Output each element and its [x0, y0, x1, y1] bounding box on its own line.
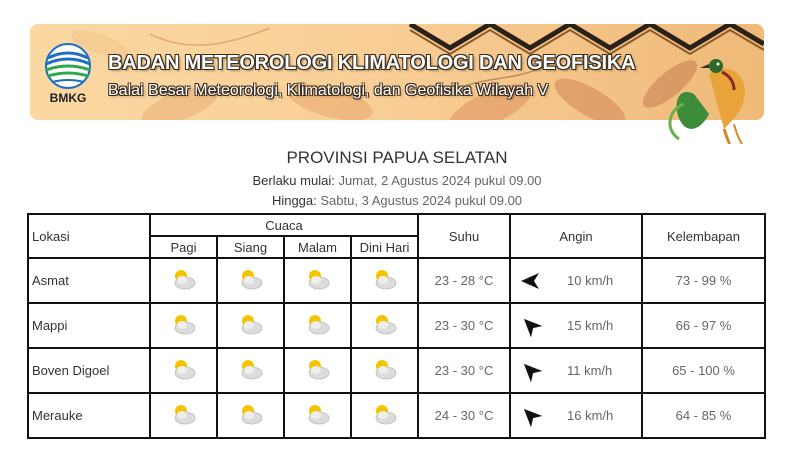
valid-until-value: Sabtu, 3 Agustus 2024 pukul 09.00 [320, 193, 523, 208]
valid-from-value: Jumat, 2 Agustus 2024 pukul 09.00 [338, 173, 542, 188]
wind-speed: 16 km/h [567, 408, 614, 423]
cloudy-sun-icon [238, 266, 264, 292]
weather-cell [150, 393, 217, 438]
weather-cell [351, 393, 418, 438]
wind-direction-icon [514, 399, 548, 433]
logo-text: BMKG [49, 91, 87, 104]
cloudy-sun-icon [171, 311, 197, 337]
wind-cell [510, 303, 642, 348]
humidity-cell: 65 - 100 % [642, 348, 765, 393]
header-period-malam: Malam [284, 236, 351, 258]
cloudy-sun-icon [305, 356, 331, 382]
wind-direction-icon [519, 269, 543, 293]
header-wind: Angin [510, 214, 642, 258]
cloudy-sun-icon [171, 356, 197, 382]
bird-of-paradise-icon [664, 34, 768, 144]
weather-cell [284, 393, 351, 438]
header-humidity: Kelembapan [642, 214, 765, 258]
table-row [28, 258, 765, 303]
weather-cell [284, 348, 351, 393]
cloudy-sun-icon [305, 311, 331, 337]
temperature-cell: 24 - 30 °C [418, 393, 510, 438]
wind-direction-icon [514, 309, 548, 343]
header-weather: Cuaca [150, 214, 418, 236]
wind-speed: 11 km/h [567, 363, 613, 378]
weather-cell [150, 348, 217, 393]
weather-cell [217, 303, 284, 348]
humidity-cell: 73 - 99 % [642, 258, 765, 303]
valid-until [0, 193, 794, 208]
cloudy-sun-icon [372, 266, 398, 292]
temperature-cell: 23 - 30 °C [418, 348, 510, 393]
weather-cell [217, 348, 284, 393]
cloudy-sun-icon [171, 401, 197, 427]
weather-cell [217, 258, 284, 303]
humidity-cell: 64 - 85 % [642, 393, 765, 438]
temperature-cell: 23 - 30 °C [418, 303, 510, 348]
valid-from [0, 173, 794, 188]
location-cell: Boven Digoel [28, 348, 150, 393]
cloudy-sun-icon [238, 356, 264, 382]
cloudy-sun-icon [305, 401, 331, 427]
header-temperature: Suhu [418, 214, 510, 258]
cloudy-sun-icon [372, 311, 398, 337]
wind-speed: 10 km/h [567, 273, 614, 288]
cloudy-sun-icon [171, 266, 197, 292]
location-cell: Mappi [28, 303, 150, 348]
province-title: PROVINSI PAPUA SELATAN [286, 148, 508, 167]
cloudy-sun-icon [372, 401, 398, 427]
weather-cell [217, 393, 284, 438]
cloudy-sun-icon [372, 356, 398, 382]
header-period-dini-hari: Dini Hari [351, 236, 418, 258]
header-location: Lokasi [28, 214, 150, 258]
wind-cell [510, 258, 642, 303]
wind-cell [510, 348, 642, 393]
weather-cell [150, 303, 217, 348]
table-row [28, 303, 765, 348]
temperature-cell: 23 - 28 °C [418, 258, 510, 303]
location-cell: Merauke [28, 393, 150, 438]
weather-cell [150, 258, 217, 303]
cloudy-sun-icon [305, 266, 331, 292]
location-cell: Asmat [28, 258, 150, 303]
agency-subtitle: Balai Besar Meteorologi, Klimatologi, dan Geofisika Wilayah V [108, 82, 549, 99]
forecast-table [27, 213, 766, 439]
weather-cell [351, 348, 418, 393]
table-row [28, 393, 765, 438]
valid-from-label: Berlaku mulai: [252, 173, 335, 188]
agency-title: BADAN METEOROLOGI KLIMATOLOGI DAN GEOFISIKA [108, 52, 636, 74]
weather-cell [284, 303, 351, 348]
bmkg-logo [40, 40, 96, 104]
weather-cell [284, 258, 351, 303]
wind-direction-icon [514, 354, 548, 388]
wind-speed: 15 km/h [567, 318, 614, 333]
cloudy-sun-icon [238, 311, 264, 337]
header-period-siang: Siang [217, 236, 284, 258]
weather-cell [351, 303, 418, 348]
header-period-pagi: Pagi [150, 236, 217, 258]
table-row [28, 348, 765, 393]
valid-until-label: Hingga: [271, 193, 317, 208]
humidity-cell: 66 - 97 % [642, 303, 765, 348]
weather-cell [351, 258, 418, 303]
wind-cell [510, 393, 642, 438]
cloudy-sun-icon [238, 401, 264, 427]
